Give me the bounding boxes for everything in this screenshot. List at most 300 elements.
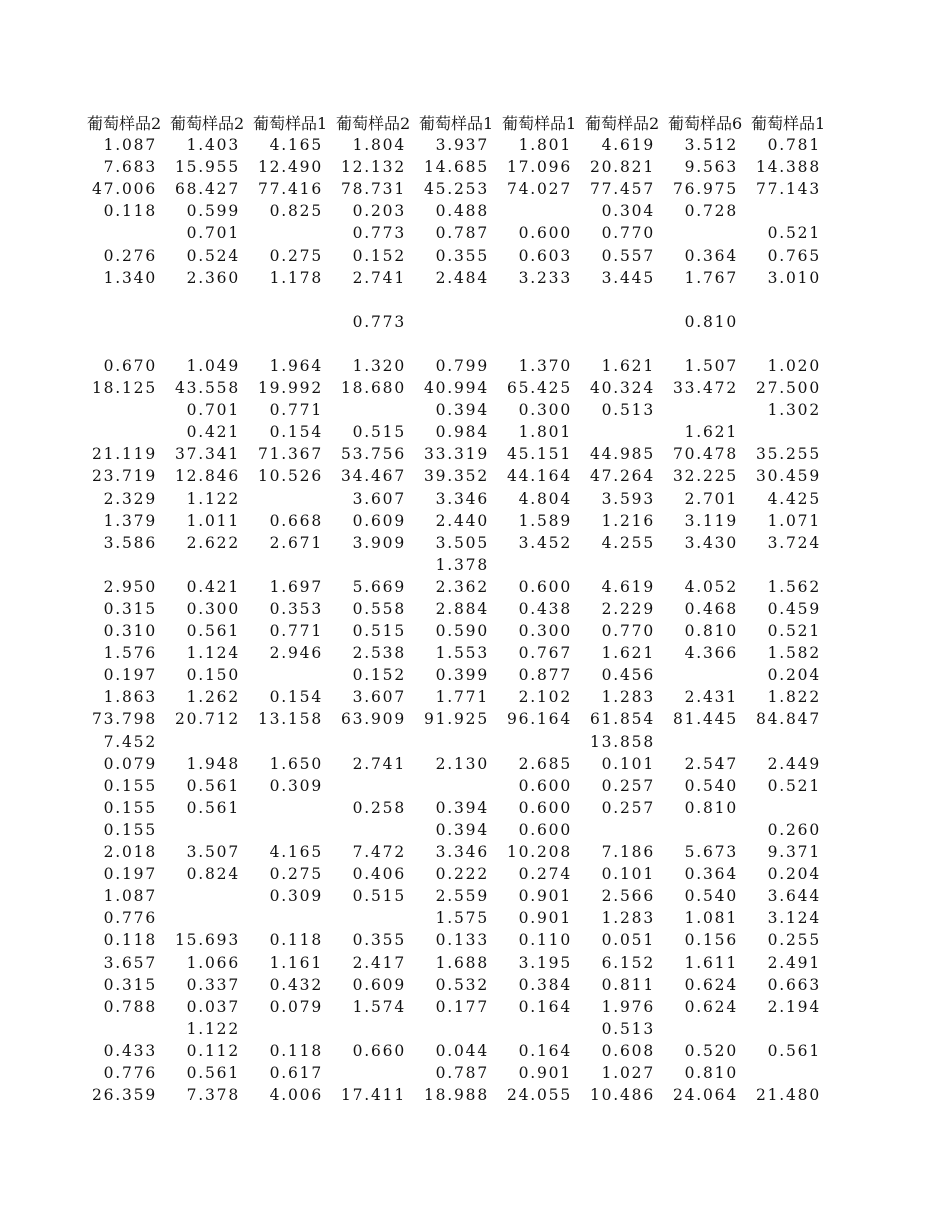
table-cell[interactable]: [751, 554, 834, 576]
table-cell[interactable]: [668, 1018, 751, 1040]
table-cell[interactable]: 12.490: [257, 158, 323, 177]
table-cell[interactable]: [751, 1062, 834, 1084]
table-cell[interactable]: 1.621: [601, 356, 655, 375]
table-cell[interactable]: 4.804: [518, 489, 572, 508]
table-cell[interactable]: 78.731: [340, 180, 406, 199]
table-cell[interactable]: 9.563: [684, 158, 738, 177]
table-cell[interactable]: 2.884: [435, 600, 489, 619]
table-cell[interactable]: 1.283: [601, 909, 655, 928]
table-cell[interactable]: 3.657: [103, 953, 157, 972]
column-header[interactable]: 葡萄样品2: [336, 114, 411, 133]
table-cell[interactable]: 45.253: [423, 180, 489, 199]
table-cell[interactable]: 0.521: [767, 622, 821, 641]
table-cell[interactable]: [751, 289, 834, 311]
table-cell[interactable]: 0.600: [518, 798, 572, 817]
table-cell[interactable]: 71.367: [257, 445, 323, 464]
table-cell[interactable]: 33.472: [672, 379, 738, 398]
table-cell[interactable]: [668, 399, 751, 421]
table-cell[interactable]: 0.558: [352, 600, 406, 619]
table-cell[interactable]: 1.122: [186, 1019, 240, 1038]
table-cell[interactable]: [336, 399, 419, 421]
table-cell[interactable]: 3.195: [518, 953, 572, 972]
table-cell[interactable]: 1.771: [435, 688, 489, 707]
table-cell[interactable]: [419, 731, 502, 753]
table-cell[interactable]: 3.507: [186, 843, 240, 862]
table-cell[interactable]: 1.553: [435, 644, 489, 663]
table-cell[interactable]: 0.468: [684, 600, 738, 619]
table-cell[interactable]: [87, 311, 170, 333]
table-cell[interactable]: 15.955: [174, 158, 240, 177]
table-cell[interactable]: 0.300: [186, 600, 240, 619]
table-cell[interactable]: 0.600: [518, 224, 572, 243]
column-header[interactable]: 葡萄样品1: [419, 114, 494, 133]
table-cell[interactable]: 4.425: [767, 489, 821, 508]
table-cell[interactable]: [170, 554, 253, 576]
table-cell[interactable]: 21.480: [755, 1086, 821, 1105]
table-cell[interactable]: [668, 554, 751, 576]
table-cell[interactable]: 1.948: [186, 754, 240, 773]
table-cell[interactable]: 0.152: [352, 246, 406, 265]
table-cell[interactable]: 53.756: [340, 445, 406, 464]
table-cell[interactable]: 2.360: [186, 268, 240, 287]
table-cell[interactable]: 0.561: [186, 798, 240, 817]
table-cell[interactable]: 1.621: [601, 644, 655, 663]
table-cell[interactable]: 18.125: [91, 379, 157, 398]
table-cell[interactable]: 4.619: [601, 577, 655, 596]
table-cell[interactable]: 0.406: [352, 865, 406, 884]
table-cell[interactable]: 2.229: [601, 600, 655, 619]
table-cell[interactable]: 0.776: [103, 1063, 157, 1082]
table-cell[interactable]: 61.854: [589, 710, 655, 729]
table-cell[interactable]: 1.650: [269, 754, 323, 773]
table-cell[interactable]: 2.130: [435, 754, 489, 773]
table-cell[interactable]: 0.337: [186, 975, 240, 994]
column-header[interactable]: 葡萄样品6: [668, 114, 743, 133]
table-cell[interactable]: [585, 311, 668, 333]
table-cell[interactable]: [336, 907, 419, 929]
table-cell[interactable]: 0.561: [186, 1063, 240, 1082]
table-cell[interactable]: 20.712: [174, 710, 240, 729]
table-cell[interactable]: 0.521: [767, 224, 821, 243]
table-cell[interactable]: 2.950: [103, 577, 157, 596]
table-cell[interactable]: 0.364: [684, 865, 738, 884]
table-cell[interactable]: 1.611: [684, 953, 738, 972]
table-cell[interactable]: 0.515: [352, 423, 406, 442]
table-cell[interactable]: 3.233: [518, 268, 572, 287]
table-cell[interactable]: 20.821: [589, 158, 655, 177]
table-cell[interactable]: 0.304: [601, 202, 655, 221]
table-cell[interactable]: 1.071: [767, 511, 821, 530]
table-cell[interactable]: 13.858: [589, 732, 655, 751]
table-cell[interactable]: 1.621: [684, 423, 738, 442]
table-cell[interactable]: 0.825: [269, 202, 323, 221]
table-cell[interactable]: 0.152: [352, 666, 406, 685]
table-cell[interactable]: 0.521: [767, 776, 821, 795]
table-cell[interactable]: 0.728: [684, 202, 738, 221]
table-cell[interactable]: 2.547: [684, 754, 738, 773]
table-cell[interactable]: 1.863: [103, 688, 157, 707]
table-cell[interactable]: [585, 333, 668, 355]
table-cell[interactable]: [253, 222, 336, 244]
table-cell[interactable]: [502, 200, 585, 222]
table-cell[interactable]: 30.459: [755, 467, 821, 486]
table-cell[interactable]: 0.197: [103, 865, 157, 884]
table-cell[interactable]: 0.255: [767, 931, 821, 950]
table-cell[interactable]: 0.561: [186, 776, 240, 795]
table-cell[interactable]: 91.925: [423, 710, 489, 729]
column-header[interactable]: 葡萄样品1: [751, 114, 826, 133]
table-cell[interactable]: 0.037: [186, 997, 240, 1016]
table-cell[interactable]: 1.087: [103, 136, 157, 155]
table-cell[interactable]: 1.320: [352, 356, 406, 375]
table-cell[interactable]: [502, 554, 585, 576]
table-cell[interactable]: 3.607: [352, 688, 406, 707]
table-cell[interactable]: [751, 731, 834, 753]
table-cell[interactable]: 0.110: [518, 931, 572, 950]
table-cell[interactable]: 0.515: [352, 622, 406, 641]
table-cell[interactable]: 1.697: [269, 577, 323, 596]
table-cell[interactable]: 0.432: [269, 975, 323, 994]
table-cell[interactable]: 0.663: [767, 975, 821, 994]
table-cell[interactable]: [668, 664, 751, 686]
table-cell[interactable]: 0.204: [767, 865, 821, 884]
table-cell[interactable]: [87, 1018, 170, 1040]
table-cell[interactable]: 0.355: [352, 931, 406, 950]
table-cell[interactable]: [170, 885, 253, 907]
table-cell[interactable]: 0.353: [269, 600, 323, 619]
table-cell[interactable]: [253, 664, 336, 686]
table-cell[interactable]: 1.582: [767, 644, 821, 663]
table-cell[interactable]: 5.673: [684, 843, 738, 862]
table-cell[interactable]: 0.079: [269, 997, 323, 1016]
table-cell[interactable]: 0.309: [269, 776, 323, 795]
table-cell[interactable]: [668, 333, 751, 355]
table-cell[interactable]: 1.403: [186, 136, 240, 155]
table-cell[interactable]: 0.810: [684, 622, 738, 641]
table-cell[interactable]: 0.154: [269, 423, 323, 442]
table-cell[interactable]: 0.561: [186, 622, 240, 641]
column-header[interactable]: 葡萄样品1: [253, 114, 328, 133]
table-cell[interactable]: 0.155: [103, 798, 157, 817]
table-cell[interactable]: [751, 1018, 834, 1040]
table-cell[interactable]: 0.197: [103, 666, 157, 685]
table-cell[interactable]: 35.255: [755, 445, 821, 464]
table-cell[interactable]: 63.909: [340, 710, 406, 729]
table-cell[interactable]: 15.693: [174, 931, 240, 950]
table-cell[interactable]: 2.440: [435, 511, 489, 530]
table-cell[interactable]: [253, 488, 336, 510]
table-cell[interactable]: 0.310: [103, 622, 157, 641]
table-cell[interactable]: [751, 797, 834, 819]
table-cell[interactable]: 3.346: [435, 843, 489, 862]
table-cell[interactable]: 0.810: [684, 312, 738, 331]
table-cell[interactable]: 0.670: [103, 356, 157, 375]
table-cell[interactable]: 3.445: [601, 268, 655, 287]
table-cell[interactable]: 3.119: [684, 511, 738, 530]
table-cell[interactable]: 2.491: [767, 953, 821, 972]
table-cell[interactable]: 0.438: [518, 600, 572, 619]
table-cell[interactable]: 1.049: [186, 356, 240, 375]
table-cell[interactable]: [585, 554, 668, 576]
table-cell[interactable]: 77.416: [257, 180, 323, 199]
table-cell[interactable]: 65.425: [506, 379, 572, 398]
table-cell[interactable]: 0.600: [518, 577, 572, 596]
table-cell[interactable]: 1.379: [103, 511, 157, 530]
table-cell[interactable]: 34.467: [340, 467, 406, 486]
table-cell[interactable]: 3.586: [103, 533, 157, 552]
table-cell[interactable]: 0.300: [518, 401, 572, 420]
table-cell[interactable]: [419, 775, 502, 797]
table-cell[interactable]: 1.161: [269, 953, 323, 972]
table-cell[interactable]: 0.118: [103, 202, 157, 221]
table-cell[interactable]: 0.540: [684, 887, 738, 906]
table-cell[interactable]: 1.081: [684, 909, 738, 928]
table-cell[interactable]: 1.020: [767, 356, 821, 375]
table-cell[interactable]: 4.366: [684, 644, 738, 663]
table-cell[interactable]: 3.124: [767, 909, 821, 928]
table-cell[interactable]: [253, 311, 336, 333]
table-cell[interactable]: 0.164: [518, 1041, 572, 1060]
table-cell[interactable]: 13.158: [257, 710, 323, 729]
table-cell[interactable]: 77.457: [589, 180, 655, 199]
table-cell[interactable]: 1.124: [186, 644, 240, 663]
table-cell[interactable]: 40.324: [589, 379, 655, 398]
table-cell[interactable]: 0.513: [601, 1019, 655, 1038]
table-cell[interactable]: [668, 289, 751, 311]
table-cell[interactable]: 0.364: [684, 246, 738, 265]
table-cell[interactable]: 0.770: [601, 224, 655, 243]
table-cell[interactable]: 0.609: [352, 511, 406, 530]
table-cell[interactable]: 0.459: [767, 600, 821, 619]
table-cell[interactable]: 0.101: [601, 754, 655, 773]
table-cell[interactable]: 21.119: [91, 445, 157, 464]
table-cell[interactable]: 33.319: [423, 445, 489, 464]
table-cell[interactable]: 1.340: [103, 268, 157, 287]
table-cell[interactable]: 2.449: [767, 754, 821, 773]
table-cell[interactable]: 77.143: [755, 180, 821, 199]
table-cell[interactable]: [668, 222, 751, 244]
table-cell[interactable]: 0.561: [767, 1041, 821, 1060]
table-cell[interactable]: 0.767: [518, 644, 572, 663]
table-cell[interactable]: [502, 289, 585, 311]
table-cell[interactable]: 3.430: [684, 533, 738, 552]
table-cell[interactable]: 2.741: [352, 754, 406, 773]
table-cell[interactable]: 1.589: [518, 511, 572, 530]
table-cell[interactable]: 3.593: [601, 489, 655, 508]
table-cell[interactable]: [336, 819, 419, 841]
table-cell[interactable]: 0.877: [518, 666, 572, 685]
table-cell[interactable]: [751, 200, 834, 222]
table-cell[interactable]: 0.257: [601, 776, 655, 795]
table-cell[interactable]: 0.300: [518, 622, 572, 641]
table-cell[interactable]: [419, 333, 502, 355]
table-cell[interactable]: 3.010: [767, 268, 821, 287]
table-cell[interactable]: 19.992: [257, 379, 323, 398]
table-cell[interactable]: 0.660: [352, 1041, 406, 1060]
table-cell[interactable]: 32.225: [672, 467, 738, 486]
table-cell[interactable]: [668, 731, 751, 753]
table-cell[interactable]: 12.846: [174, 467, 240, 486]
table-cell[interactable]: 0.275: [269, 865, 323, 884]
table-cell[interactable]: 0.274: [518, 865, 572, 884]
table-cell[interactable]: 3.505: [435, 533, 489, 552]
table-cell[interactable]: 3.452: [518, 533, 572, 552]
table-cell[interactable]: 1.507: [684, 356, 738, 375]
table-cell[interactable]: 0.394: [435, 401, 489, 420]
table-cell[interactable]: 1.370: [518, 356, 572, 375]
table-cell[interactable]: 14.685: [423, 158, 489, 177]
table-cell[interactable]: 1.976: [601, 997, 655, 1016]
table-cell[interactable]: 37.341: [174, 445, 240, 464]
table-cell[interactable]: 0.557: [601, 246, 655, 265]
table-cell[interactable]: 26.359: [91, 1086, 157, 1105]
table-cell[interactable]: [502, 1018, 585, 1040]
table-cell[interactable]: [87, 399, 170, 421]
table-cell[interactable]: 0.258: [352, 798, 406, 817]
table-cell[interactable]: [336, 1062, 419, 1084]
table-cell[interactable]: 0.901: [518, 1063, 572, 1082]
table-cell[interactable]: 0.770: [601, 622, 655, 641]
table-cell[interactable]: 2.329: [103, 489, 157, 508]
table-cell[interactable]: [751, 311, 834, 333]
table-cell[interactable]: 0.150: [186, 666, 240, 685]
table-cell[interactable]: [87, 289, 170, 311]
table-cell[interactable]: [170, 907, 253, 929]
table-cell[interactable]: [170, 311, 253, 333]
table-cell[interactable]: [253, 289, 336, 311]
table-cell[interactable]: 44.985: [589, 445, 655, 464]
table-cell[interactable]: 2.566: [601, 887, 655, 906]
table-cell[interactable]: 0.384: [518, 975, 572, 994]
column-header[interactable]: 葡萄样品2: [585, 114, 660, 133]
table-cell[interactable]: 0.222: [435, 865, 489, 884]
table-cell[interactable]: 0.118: [269, 931, 323, 950]
table-cell[interactable]: 7.186: [601, 843, 655, 862]
table-cell[interactable]: 0.513: [601, 401, 655, 420]
table-cell[interactable]: 1.575: [435, 909, 489, 928]
table-cell[interactable]: 1.562: [767, 577, 821, 596]
table-cell[interactable]: [419, 289, 502, 311]
table-cell[interactable]: 1.011: [186, 511, 240, 530]
table-cell[interactable]: 7.472: [352, 843, 406, 862]
table-cell[interactable]: 0.433: [103, 1041, 157, 1060]
table-cell[interactable]: [751, 333, 834, 355]
table-cell[interactable]: 0.701: [186, 401, 240, 420]
table-cell[interactable]: 1.822: [767, 688, 821, 707]
table-cell[interactable]: [170, 819, 253, 841]
table-cell[interactable]: 0.773: [352, 224, 406, 243]
table-cell[interactable]: 0.901: [518, 909, 572, 928]
table-cell[interactable]: 1.767: [684, 268, 738, 287]
table-cell[interactable]: 68.427: [174, 180, 240, 199]
table-cell[interactable]: 4.619: [601, 136, 655, 155]
table-cell[interactable]: 4.165: [269, 136, 323, 155]
table-cell[interactable]: 3.724: [767, 533, 821, 552]
table-cell[interactable]: 0.276: [103, 246, 157, 265]
table-cell[interactable]: 1.574: [352, 997, 406, 1016]
table-cell[interactable]: 1.066: [186, 953, 240, 972]
table-cell[interactable]: 0.051: [601, 931, 655, 950]
table-cell[interactable]: 4.165: [269, 843, 323, 862]
table-cell[interactable]: 3.607: [352, 489, 406, 508]
table-cell[interactable]: 45.151: [506, 445, 572, 464]
table-cell[interactable]: 3.512: [684, 136, 738, 155]
table-cell[interactable]: 1.027: [601, 1063, 655, 1082]
table-cell[interactable]: 1.688: [435, 953, 489, 972]
table-cell[interactable]: 0.984: [435, 423, 489, 442]
table-cell[interactable]: 2.431: [684, 688, 738, 707]
table-cell[interactable]: 0.155: [103, 776, 157, 795]
table-cell[interactable]: 14.388: [755, 158, 821, 177]
table-cell[interactable]: 0.399: [435, 666, 489, 685]
table-cell[interactable]: [502, 731, 585, 753]
table-cell[interactable]: 2.701: [684, 489, 738, 508]
table-cell[interactable]: [253, 554, 336, 576]
table-cell[interactable]: 73.798: [91, 710, 157, 729]
table-cell[interactable]: 0.155: [103, 820, 157, 839]
table-cell[interactable]: 23.719: [91, 467, 157, 486]
table-cell[interactable]: 1.804: [352, 136, 406, 155]
table-cell[interactable]: 24.064: [672, 1086, 738, 1105]
table-cell[interactable]: 2.741: [352, 268, 406, 287]
table-cell[interactable]: 10.486: [589, 1086, 655, 1105]
table-cell[interactable]: [336, 731, 419, 753]
table-cell[interactable]: [585, 289, 668, 311]
table-cell[interactable]: 96.164: [506, 710, 572, 729]
table-cell[interactable]: 7.378: [186, 1086, 240, 1105]
table-cell[interactable]: 7.452: [103, 732, 157, 751]
table-cell[interactable]: 0.799: [435, 356, 489, 375]
table-cell[interactable]: 0.515: [352, 887, 406, 906]
table-cell[interactable]: 1.283: [601, 688, 655, 707]
table-cell[interactable]: [87, 333, 170, 355]
table-cell[interactable]: 2.559: [435, 887, 489, 906]
table-cell[interactable]: 0.257: [601, 798, 655, 817]
table-cell[interactable]: 2.484: [435, 268, 489, 287]
table-cell[interactable]: 0.811: [601, 975, 655, 994]
table-cell[interactable]: 40.994: [423, 379, 489, 398]
table-cell[interactable]: 1.801: [518, 423, 572, 442]
table-cell[interactable]: 0.668: [269, 511, 323, 530]
table-cell[interactable]: [585, 421, 668, 443]
table-cell[interactable]: 0.776: [103, 909, 157, 928]
table-cell[interactable]: 0.394: [435, 820, 489, 839]
table-cell[interactable]: 1.122: [186, 489, 240, 508]
table-cell[interactable]: 76.975: [672, 180, 738, 199]
table-cell[interactable]: [502, 333, 585, 355]
table-cell[interactable]: 4.052: [684, 577, 738, 596]
table-cell[interactable]: 0.524: [186, 246, 240, 265]
table-cell[interactable]: 4.255: [601, 533, 655, 552]
table-cell[interactable]: 24.055: [506, 1086, 572, 1105]
table-cell[interactable]: 0.154: [269, 688, 323, 707]
table-cell[interactable]: 3.644: [767, 887, 821, 906]
table-cell[interactable]: 17.096: [506, 158, 572, 177]
table-cell[interactable]: 2.538: [352, 644, 406, 663]
table-cell[interactable]: [87, 222, 170, 244]
table-cell[interactable]: 10.526: [257, 467, 323, 486]
table-cell[interactable]: 2.194: [767, 997, 821, 1016]
table-cell[interactable]: 0.204: [767, 666, 821, 685]
table-cell[interactable]: 4.006: [269, 1086, 323, 1105]
table-cell[interactable]: 39.352: [423, 467, 489, 486]
table-cell[interactable]: [253, 333, 336, 355]
table-cell[interactable]: 18.680: [340, 379, 406, 398]
table-cell[interactable]: 0.624: [684, 975, 738, 994]
table-cell[interactable]: 0.771: [269, 401, 323, 420]
table-cell[interactable]: 0.156: [684, 931, 738, 950]
table-cell[interactable]: 0.421: [186, 577, 240, 596]
